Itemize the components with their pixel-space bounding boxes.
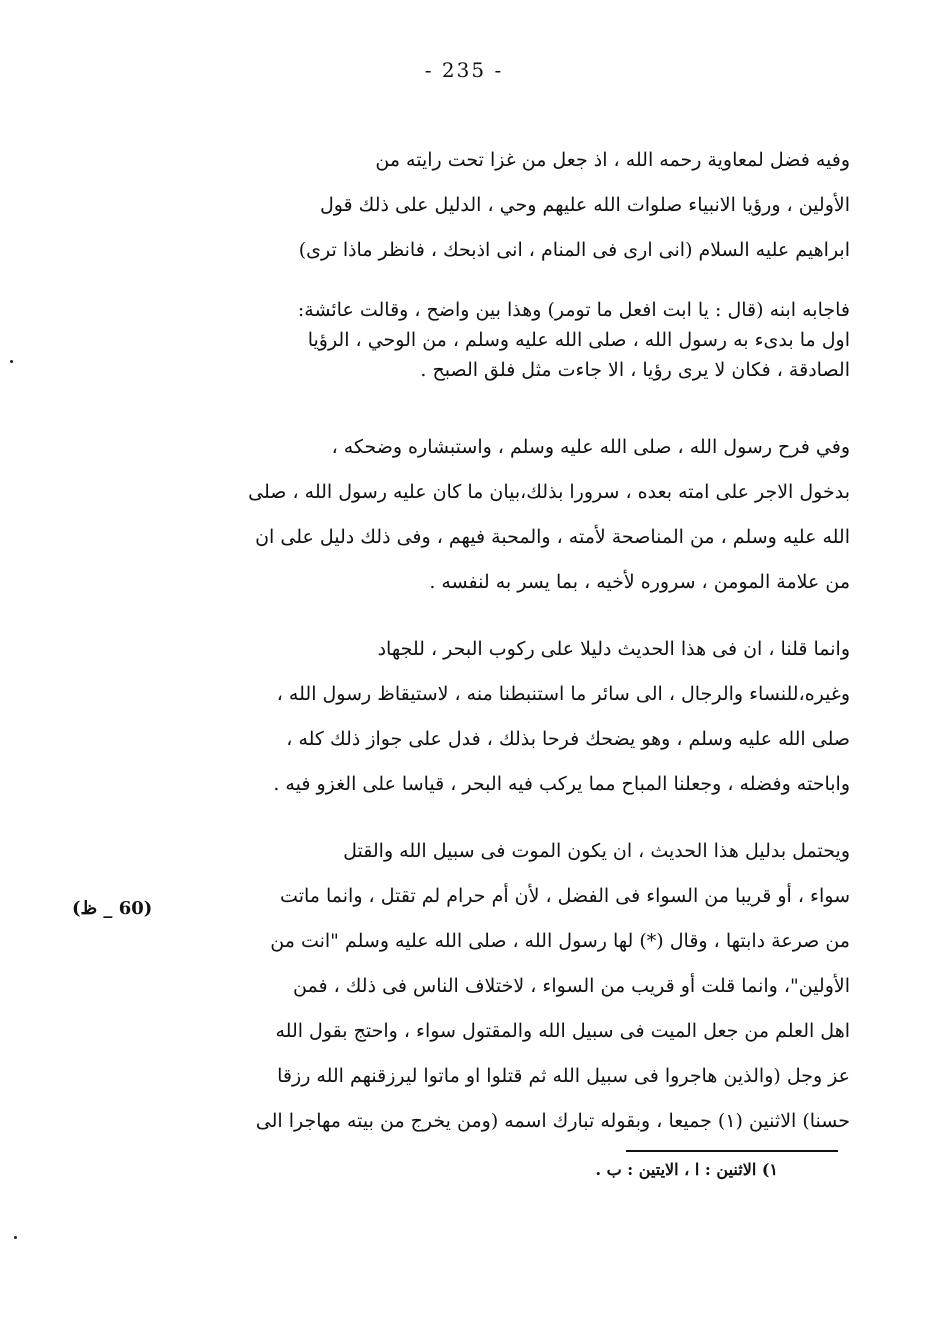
body-text: [150, 138, 850, 1166]
text-line: صلى الله عليه وسلم ، وهو يضحك فرحا بذلك ، فدل على جواز ذلك كله ،: [286, 728, 850, 750]
text-line: من علامة المومن ، سروره لأخيه ، بما يسر به لنفسه .: [429, 571, 850, 593]
text-line: فاجابه ابنه (قال : يا ابت افعل ما تومر) وهذا بين واضح ، وقالت عائشة:: [297, 299, 850, 321]
footnote-divider: [626, 1150, 838, 1152]
text-line: وفي فرح رسول الله ، صلى الله عليه وسلم ، واستبشاره وضحكه ،: [331, 436, 850, 458]
scan-speck: [10, 360, 13, 363]
text-line: واباحته وفضله ، وجعلنا المباح مما يركب فيه البحر ، قياسا على الغزو فيه .: [273, 773, 850, 795]
paragraph: [150, 295, 850, 385]
text-line: الله عليه وسلم ، من المناصحة لأمته ، والمحبة فيهم ، وفى ذلك دليل على ان: [255, 526, 850, 548]
paragraph: [150, 425, 850, 605]
scan-speck: [14, 1236, 17, 1239]
text-line: اهل العلم من جعل الميت فى سبيل الله والمقتول سواء ، واحتج بقول الله: [275, 1020, 850, 1042]
text-line: حسنا) الاثنين (١) جميعا ، وبقوله تبارك اسمه (ومن يخرج من بيته مهاجرا الى: [255, 1110, 850, 1132]
page-number: - 235 -: [424, 58, 504, 82]
text-line: ابراهيم عليه السلام (انى ارى فى المنام ، انى اذبحك ، فانظر ماذا ترى): [298, 239, 850, 261]
text-line: وفيه فضل لمعاوية رحمه الله ، اذ جعل من غزا تحت رايته من: [375, 149, 850, 171]
text-line: اول ما بدىء به رسول الله ، صلى الله عليه وسلم ، من الوحي ، الرؤيا: [307, 329, 850, 351]
text-line: وانما قلنا ، ان فى هذا الحديث دليلا على ركوب البحر ، للجهاد: [377, 638, 850, 660]
paragraph: [150, 829, 850, 1144]
text-line: الأولين ، ورؤيا الانبياء صلوات الله عليهم وحي ، الدليل على ذلك قول: [319, 194, 850, 216]
text-line: وغيره،للنساء والرجال ، الى سائر ما استنبطنا منه ، لاستيقاظ رسول الله ،: [276, 683, 850, 705]
text-line: الصادقة ، فكان لا يرى رؤيا ، الا جاءت مثل فلق الصبح .: [420, 359, 850, 381]
footnote: ١) الاثنين : ا ، الايتين : ب .: [595, 1160, 778, 1179]
text-line: من صرعة دابتها ، وقال (*) لها رسول الله ، صلى الله عليه وسلم "انت من: [270, 930, 850, 952]
text-line: بدخول الاجر على امته بعده ، سرورا بذلك،بيان ما كان عليه رسول الله ، صلى: [248, 481, 850, 503]
text-line: سواء ، أو قريبا من السواء فى الفضل ، لأن أم حرام لم تقتل ، وانما ماتت: [280, 885, 850, 907]
text-line: الأولين"، وانما قلت أو قريب من السواء ، لاختلاف الناس فى ذلك ، فمن: [293, 975, 850, 997]
margin-note: (60 _ ظ): [72, 898, 153, 919]
text-line: عز وجل (والذين هاجروا فى سبيل الله ثم قتلوا او ماتوا ليرزقنهم الله رزقا: [277, 1065, 850, 1087]
text-line: ويحتمل بدليل هذا الحديث ، ان يكون الموت فى سبيل الله والقتل: [343, 840, 850, 862]
paragraph: [150, 138, 850, 273]
paragraph: [150, 627, 850, 807]
